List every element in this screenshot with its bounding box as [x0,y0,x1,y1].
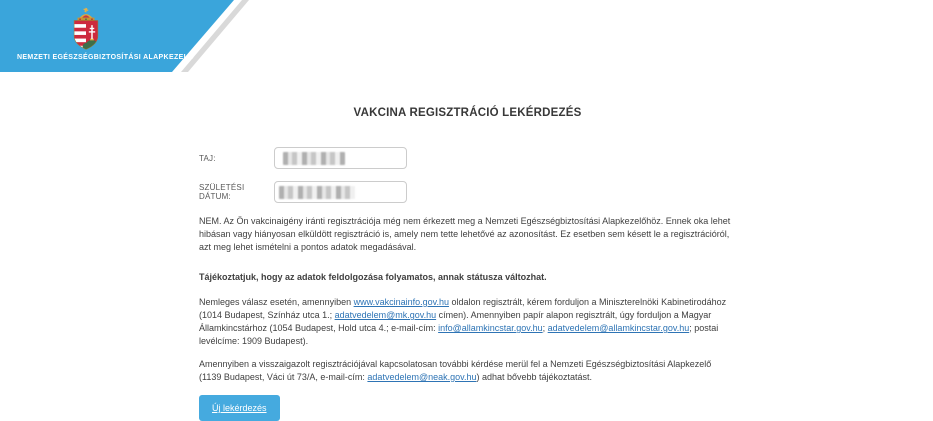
birth-date-label: SZÜLETÉSI DÁTUM: [199,183,245,201]
result-status-note: Tájékoztatjuk, hogy az adatok feldolgozása folyamatos, annak státusza változhat. [199,272,547,282]
taj-form-row [199,147,736,169]
hyperlink[interactable]: adatvedelem@allamkincstar.gov.hu [547,323,690,333]
hyperlink[interactable]: adatvedelem@mk.gov.hu [334,310,437,320]
hyperlink[interactable]: info@allamkincstar.gov.hu [438,323,543,333]
org-name: NEMZETI EGÉSZSÉGBIZTOSÍTÁSI ALAPKEZELŐ [17,54,195,61]
hyperlink[interactable]: www.vakcinainfo.gov.hu [353,297,449,307]
hungary-coat-of-arms-icon [69,5,103,58]
taj-label: TAJ: [199,153,216,163]
hyperlink[interactable]: adatvedelem@neak.gov.hu [367,372,477,382]
birth-date-input[interactable] [274,181,407,203]
taj-input[interactable] [274,147,407,169]
birth-date-form-row [199,181,736,203]
page-title: VAKCINA REGISZTRÁCIÓ LEKÉRDEZÉS [353,107,582,119]
main-content [199,95,736,421]
result-neak-paragraph: Amennyiben a visszaigazolt regisztrációjával kapcsolatosan további kérdése merül fel a Nemzeti Egészségbiztosítási Alapkezelő (1139 Budapest, Váci út 73/A, e-mail-cím: adatvedelem@neak.gov.hu) adhat bővebb tájékoztatást. [199,359,712,382]
new-query-button[interactable]: Új lekérdezés [199,395,280,421]
banner-blue-shape [0,0,933,72]
redacted-taj-value [283,152,345,165]
result-answer-paragraph: NEM. Az Ön vakcinaigény iránti regisztrációja még nem érkezett meg a Nemzeti Egészségbiztosítási Alapkezelőhöz. Ennek oka lehet hibásan vagy hiányosan elküldött regisztráció is, amely nem tette lehetővé az azonosítást. Ez esetben sem késett le a regisztrációról, azt meg lehet ismételni a pontos adatok megadásával. [199,216,731,252]
header-banner [0,0,933,72]
redacted-birth-date-value [279,186,355,199]
result-contact-paragraph: Nemleges válasz esetén, amennyiben www.vakcinainfo.gov.hu oldalon regisztrált, kérem forduljon a Miniszterelnöki Kabinetirodához (1014 Budapest, Színház utca 1.; adatvedelem@mk.gov.hu címen). Amennyiben papír alapon regisztrált, úgy forduljon a Magyar Államkincstárhoz (1054 Budapest, Hold utca 4.; e-mail-cím: info@allamkincstar.gov.hu; adatvedelem@allamkincstar.gov.hu; postai levélcíme: 1909 Budapest). [199,297,727,346]
